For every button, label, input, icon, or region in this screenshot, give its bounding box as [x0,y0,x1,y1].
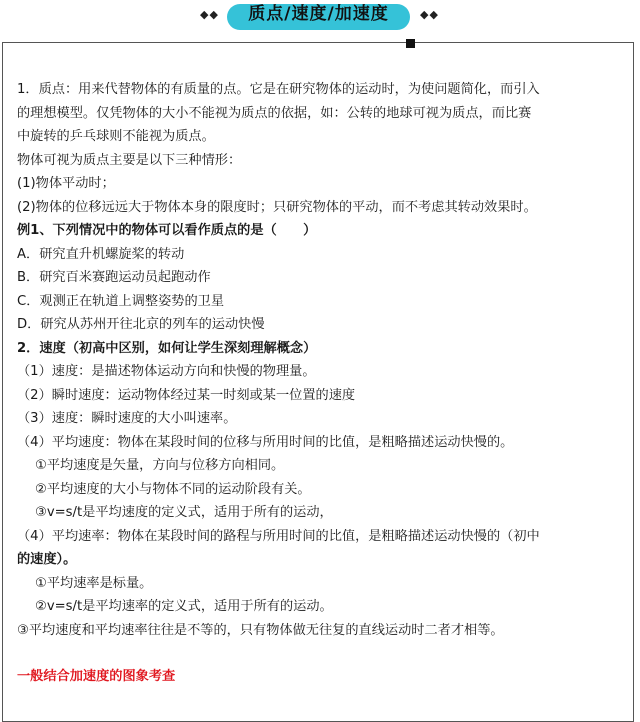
square-bullet-icon [406,39,415,48]
text-line: （3）速度：瞬时速度的大小叫速率。 [17,411,237,426]
text-line: (1)物体平动时； [17,176,115,191]
page-title: 质点/速度/加速度 [248,4,389,24]
option-c: C．观测正在轨道上调整姿势的卫星 [17,293,225,309]
diamond-ornament-right: ◆◆ [420,8,439,21]
text-line: ②平均速度的大小与物体不同的运动阶段有关。 [35,481,311,497]
text-line: (2)物体的位移远远大于物体本身的限度时；只研究物体的平动，而不考虑其转动效果时。 [17,199,537,215]
text-line: ②v=s/t是平均速率的定义式，适用于所有的运动。 [35,599,333,614]
text-line: 的速度）。 [17,552,77,567]
text-line: 物体可视为质点主要是以下三种情形： [17,152,242,168]
example-question: 例1、下列情况中的物体可以看作质点的是（ ） [17,223,317,238]
text-line: 1．质点：用来代替物体的有质量的点。它是在研究物体的运动时，为使问题简化，而引入 [17,82,540,97]
option-b: B．研究百米赛跑运动员起跑动作 [17,270,211,285]
spacer [17,642,627,665]
document-body [17,78,627,689]
header [0,0,640,34]
text-line: （4）平均速度：物体在某段时间的位移与所用时间的比值，是粗略描述运动快慢的。 [17,434,514,450]
text-line: ③v=s/t是平均速度的定义式，适用于所有的运动， [35,505,333,520]
diamond-ornament-left: ◆◆ [200,8,219,21]
text-line: 的理想模型。仅凭物体的大小不能视为质点的依据，如：公转的地球可视为质点，而比赛 [17,105,532,121]
text-line: 中旋转的乒乓球则不能视为质点。 [17,129,215,144]
option-a: A．研究直升机螺旋桨的转动 [17,246,185,262]
text-line: （4）平均速率：物体在某段时间的路程与所用时间的比值，是粗略描述运动快慢的（初中 [17,528,540,544]
text-line: （2）瞬时速度：运动物体经过某一时刻或某一位置的速度 [17,387,356,403]
red-section-heading: 一般结合加速度的图象考查 [17,669,176,684]
text-line: ③平均速度和平均速率往往是不等的，只有物体做无往复的直线运动时二者才相等。 [17,622,504,638]
text-line: ①平均速度是矢量，方向与位移方向相同。 [35,458,285,473]
text-line: ①平均速率是标量。 [35,575,153,591]
text-line: （1）速度：是描述物体运动方向和快慢的物理量。 [17,364,316,379]
option-d: D．研究从苏州开往北京的列车的运动快慢 [17,317,265,332]
section-heading: 2．速度（初高中区别，如何让学生深刻理解概念） [17,340,317,356]
